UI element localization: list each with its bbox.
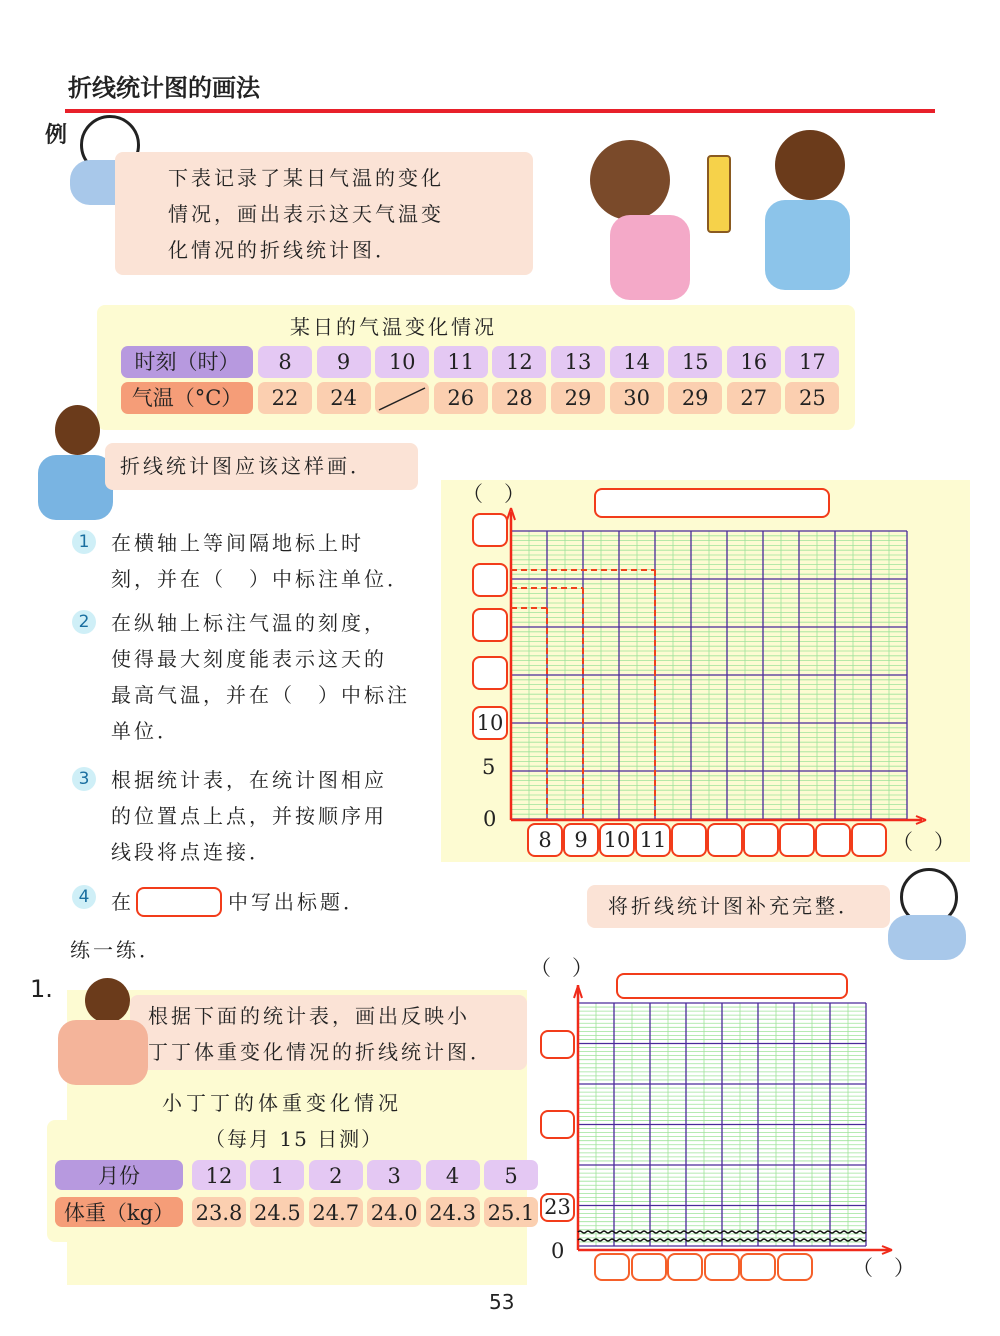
chart1-x-label-input[interactable] <box>743 823 779 857</box>
step-text: 在横轴上等间隔地标上时 <box>111 531 364 555</box>
chart1-x-label-input[interactable] <box>815 823 851 857</box>
chart1-x-label-input[interactable] <box>851 823 887 857</box>
table1-temp-cell: 30 <box>610 382 664 414</box>
table1-title: 某日的气温变化情况 <box>290 315 497 339</box>
chart1-y-0: 0 <box>483 807 497 831</box>
chart1-y-label-input[interactable] <box>472 656 508 690</box>
table1-temp-cell: 22 <box>258 382 312 414</box>
table2-month-cell: 1 <box>250 1160 304 1190</box>
table2-weight-cell: 25.1 <box>484 1197 538 1227</box>
table2-weight-cell: 24.7 <box>309 1197 363 1227</box>
complete-hint-text: 将折线统计图补充完整． <box>608 894 861 918</box>
table1-temp-cell: 29 <box>551 382 605 414</box>
table2-month-cell: 4 <box>426 1160 480 1190</box>
step-text: 单位． <box>111 719 180 743</box>
chart1-y-unit: （ ） <box>462 482 525 506</box>
page-number: 53 <box>489 1290 515 1314</box>
chart1-y-label-input[interactable] <box>472 513 508 547</box>
step-text: 最高气温，并在（ ）中标注 <box>111 683 410 707</box>
practice-label: 练一练． <box>70 938 162 962</box>
chart2-y-0: 0 <box>551 1239 565 1263</box>
table1-temp-cell: 29 <box>668 382 722 414</box>
table1-hour-cell: 15 <box>668 346 722 378</box>
example-text-2: 情况，画出表示这天气温变 <box>168 202 444 226</box>
chart1-x-label-input[interactable]: 11 <box>635 823 671 857</box>
chart1-x-unit: （ ） <box>892 830 955 854</box>
table1-temp-cell: 24 <box>317 382 371 414</box>
table1-hour-cell: 10 <box>375 346 429 378</box>
table1-temp-cell: 26 <box>434 382 488 414</box>
chart1-x-label-input[interactable]: 8 <box>527 823 563 857</box>
step-text: 在纵轴上标注气温的刻度， <box>111 611 387 635</box>
table1-hour-cell: 17 <box>785 346 839 378</box>
step-number: 2 <box>72 610 96 634</box>
table2-weight-cell: 23.8 <box>192 1197 246 1227</box>
step-text: 中写出标题． <box>228 890 366 914</box>
table1-hour-cell: 11 <box>434 346 488 378</box>
example-text-1: 下表记录了某日气温的变化 <box>168 166 444 190</box>
chart1-title-input[interactable] <box>594 488 830 518</box>
step-text: 在 <box>111 890 134 914</box>
step-text: 刻，并在（ ）中标注单位． <box>111 567 410 591</box>
step-text: 线段将点连接． <box>111 840 272 864</box>
table2-row2-header: 体重（kg） <box>55 1197 183 1227</box>
chart1-x-label-input[interactable] <box>779 823 815 857</box>
table1-hour-cell: 14 <box>610 346 664 378</box>
exercise-text-1: 根据下面的统计表，画出反映小 <box>148 1004 470 1028</box>
table1-hour-cell: 9 <box>317 346 371 378</box>
table1-temp-cell: 25 <box>785 382 839 414</box>
chart2-y-label-input[interactable]: 23 <box>540 1193 575 1222</box>
table2-weight-cell: 24.5 <box>250 1197 304 1227</box>
hint-text: 折线统计图应该这样画． <box>120 454 373 478</box>
exercise-number: 1. <box>30 975 53 1003</box>
chart1-y-label-input[interactable] <box>472 608 508 642</box>
chart2-x-label-input[interactable] <box>704 1253 740 1281</box>
step-text: 根据统计表，在统计图相应 <box>111 768 387 792</box>
chart1-x-label-input[interactable] <box>671 823 707 857</box>
table2-title: 小丁丁的体重变化情况 <box>162 1091 402 1115</box>
chart2-x-unit: （ ） <box>852 1256 915 1280</box>
table1-hour-cell: 12 <box>492 346 546 378</box>
table2-weight-cell: 24.0 <box>367 1197 421 1227</box>
example-text-3: 化情况的折线统计图． <box>168 238 398 262</box>
step-text: 的位置点上点，并按顺序用 <box>111 804 387 828</box>
table2-month-cell: 3 <box>367 1160 421 1190</box>
chart2-x-label-input[interactable] <box>631 1253 667 1281</box>
step-text: 使得最大刻度能表示这天的 <box>111 647 387 671</box>
table2-row1-header: 月份 <box>55 1160 183 1190</box>
table1-row1-header: 时刻（时） <box>121 346 253 378</box>
chart2-y-label-input[interactable] <box>540 1030 575 1059</box>
axis-break-wave <box>578 1239 866 1241</box>
chart2-x-label-input[interactable] <box>777 1253 813 1281</box>
chart1-x-label-input[interactable] <box>707 823 743 857</box>
table1-row2-header: 气温（°C） <box>121 382 253 414</box>
table2-subtitle: （每月 15 日测） <box>205 1127 384 1151</box>
table2-weight-cell: 24.3 <box>426 1197 480 1227</box>
chart2-x-label-input[interactable] <box>740 1253 776 1281</box>
table2-month-cell: 2 <box>309 1160 363 1190</box>
table2-month-cell: 12 <box>192 1160 246 1190</box>
step-number: 4 <box>72 885 96 909</box>
table2-month-cell: 5 <box>484 1160 538 1190</box>
axis-break-wave <box>578 1231 866 1233</box>
example-label: 例 <box>45 122 68 148</box>
chart1-y-5: 5 <box>482 755 496 779</box>
chart2-y-unit: （ ） <box>530 956 593 980</box>
chart1-x-label-input[interactable]: 10 <box>599 823 635 857</box>
table1-hour-cell: 13 <box>551 346 605 378</box>
panda2-body-illustration <box>888 915 966 960</box>
exercise-text-2: 丁丁体重变化情况的折线统计图． <box>148 1040 493 1064</box>
step-number: 1 <box>72 530 96 554</box>
table1-temp-cell: 28 <box>492 382 546 414</box>
step-number: 3 <box>72 767 96 791</box>
chart1-y-label-input[interactable]: 10 <box>472 706 508 740</box>
exercise-boy-illustration <box>85 978 130 1023</box>
chart2-y-label-input[interactable] <box>540 1110 575 1139</box>
chart2-title-input[interactable] <box>616 973 848 999</box>
chart2-x-label-input[interactable] <box>667 1253 703 1281</box>
table1-temp-cell: 27 <box>727 382 781 414</box>
page-title: 折线统计图的画法 <box>68 74 260 102</box>
table1-hour-cell: 8 <box>258 346 312 378</box>
exercise-boy-body-illustration <box>58 1020 148 1085</box>
chart1-y-label-input[interactable] <box>472 563 508 597</box>
table1-hour-cell: 16 <box>727 346 781 378</box>
chart2-x-label-input[interactable] <box>594 1253 630 1281</box>
chart1-x-label-input[interactable]: 9 <box>563 823 599 857</box>
